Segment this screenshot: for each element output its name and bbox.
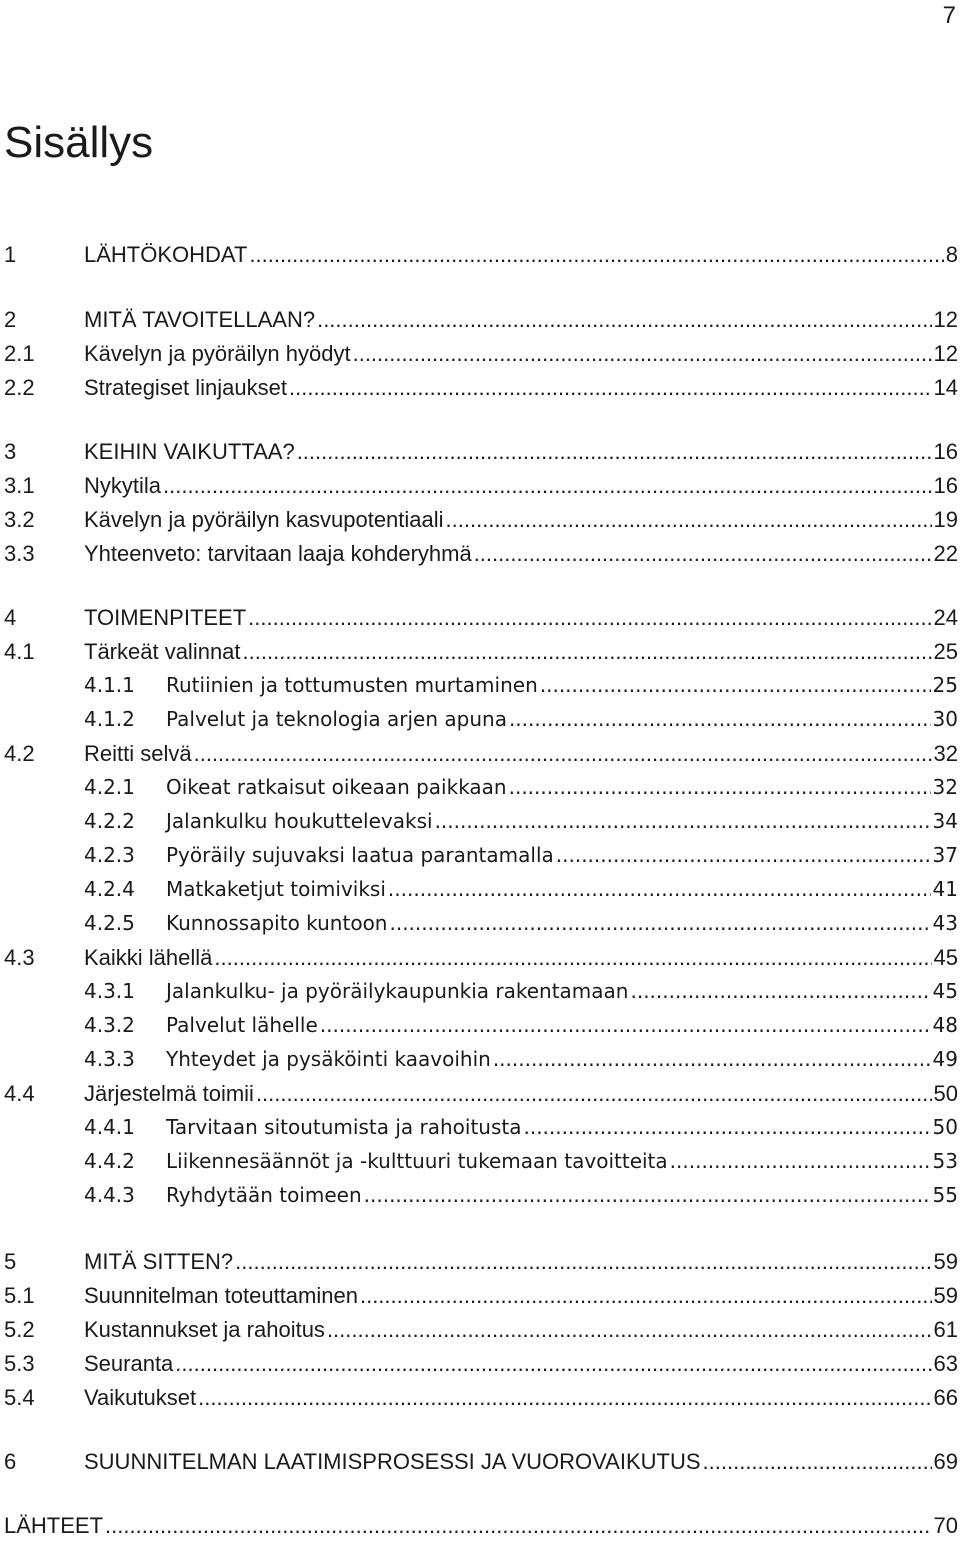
- toc-entry-page: 8: [945, 242, 958, 267]
- dot-leader: [297, 439, 932, 465]
- toc-entry[interactable]: [0, 242, 958, 274]
- toc-entry-number: 4.4.3: [84, 1183, 135, 1207]
- toc-entry-page: 45: [933, 945, 958, 970]
- toc-entry-page: 50: [932, 1115, 958, 1139]
- toc-entry-page: 43: [932, 911, 958, 935]
- toc-entry-page: 41: [932, 877, 958, 901]
- dot-leader: [493, 1047, 931, 1071]
- toc-entry-title: Kaikki lähellä: [84, 945, 213, 970]
- toc-entry-title: LÄHTEET: [4, 1513, 104, 1538]
- toc-entry-title: Kustannukset ja rahoitus: [84, 1317, 325, 1342]
- toc-entry[interactable]: [0, 843, 958, 875]
- toc-entry-number: 4.3.3: [84, 1047, 135, 1071]
- dot-leader: [214, 945, 931, 971]
- toc-entry-page: 25: [932, 673, 958, 697]
- toc-entry-number: 4.2.1: [84, 775, 135, 799]
- toc-entry[interactable]: [0, 945, 958, 977]
- toc-entry-number: 4.2.2: [84, 809, 135, 833]
- toc-entry-number: 4.1.1: [84, 673, 135, 697]
- toc-entry-page: 16: [933, 439, 958, 464]
- toc-entry[interactable]: [0, 877, 958, 909]
- toc-entry[interactable]: [0, 439, 958, 471]
- toc-entry-number: 4.1: [4, 639, 35, 664]
- dot-leader: [320, 1013, 931, 1037]
- dot-leader: [364, 1183, 931, 1207]
- toc-entry[interactable]: [0, 809, 958, 841]
- toc-entry-title: Tarvitaan sitoutumista ja rahoitusta: [166, 1115, 522, 1139]
- dot-leader: [256, 1081, 932, 1107]
- toc-entry-page: 49: [932, 1047, 958, 1071]
- dot-leader: [540, 673, 931, 697]
- toc-entry-title: Yhteydet ja pysäköinti kaavoihin: [166, 1047, 491, 1071]
- dot-leader: [446, 507, 932, 533]
- toc-entry-page: 16: [933, 473, 958, 498]
- toc-entry-number: 4.3.2: [84, 1013, 135, 1037]
- toc-entry[interactable]: [0, 605, 958, 637]
- toc-entry-page: 12: [933, 341, 958, 366]
- toc-entry-page: 37: [932, 843, 958, 867]
- toc-entry-title: Rutiinien ja tottumusten murtaminen: [166, 673, 538, 697]
- toc-entry-title: Nykytila: [84, 473, 162, 498]
- dot-leader: [509, 707, 931, 731]
- toc-entry-page: 70: [933, 1513, 958, 1538]
- toc-entry-title: Oikeat ratkaisut oikeaan paikkaan: [166, 775, 507, 799]
- toc-entry-page: 63: [933, 1351, 958, 1376]
- dot-leader: [194, 741, 932, 767]
- toc-entry-number: 5.1: [4, 1283, 35, 1308]
- toc-entry-number: 4.4.2: [84, 1149, 135, 1173]
- toc-entry[interactable]: [0, 1149, 958, 1181]
- toc-entry[interactable]: [0, 1047, 958, 1079]
- toc-entry-title: Pyöräily sujuvaksi laatua parantamalla: [166, 843, 554, 867]
- toc-entry[interactable]: [0, 979, 958, 1011]
- toc-entry-page: 32: [932, 775, 958, 799]
- toc-entry[interactable]: [0, 1385, 958, 1417]
- toc-entry-page: 14: [933, 375, 958, 400]
- toc-entry-number: 2.1: [4, 341, 35, 366]
- toc-entry-page: 59: [933, 1283, 958, 1308]
- toc-entry[interactable]: [0, 507, 958, 539]
- toc-entry[interactable]: [0, 1249, 958, 1281]
- toc-entry[interactable]: [0, 1013, 958, 1045]
- toc-entry[interactable]: [0, 341, 958, 373]
- toc-entry-number: 4.2.5: [84, 911, 135, 935]
- toc-entry-number: 4.2: [4, 741, 35, 766]
- toc-entry[interactable]: [0, 1183, 958, 1215]
- toc-entry[interactable]: [0, 1115, 958, 1147]
- dot-leader: [360, 1283, 932, 1309]
- toc-entry-title: Palvelut lähelle: [166, 1013, 318, 1037]
- dot-leader: [435, 809, 931, 833]
- page-title: Sisällys: [4, 118, 154, 167]
- dot-leader: [235, 1249, 931, 1275]
- toc-entry[interactable]: [0, 473, 958, 505]
- toc-entry-title: KEIHIN VAIKUTTAA?: [84, 439, 295, 464]
- dot-leader: [317, 307, 931, 333]
- toc-entry-page: 32: [933, 741, 958, 766]
- toc-entry-title: Jalankulku- ja pyöräilykaupunkia rakentamaan: [166, 979, 629, 1003]
- toc-entry-title: TOIMENPITEET: [84, 605, 247, 630]
- dot-leader: [556, 843, 931, 867]
- toc-entry[interactable]: [0, 541, 958, 573]
- toc-entry-page: 48: [932, 1013, 958, 1037]
- toc-entry[interactable]: [0, 307, 958, 339]
- toc-entry[interactable]: [0, 639, 958, 671]
- toc-entry-page: 50: [933, 1081, 958, 1106]
- toc-entry-number: 5: [4, 1249, 17, 1274]
- dot-leader: [249, 242, 943, 268]
- toc-entry-title: Palvelut ja teknologia arjen apuna: [166, 707, 507, 731]
- dot-leader: [163, 473, 932, 499]
- toc-entry-title: Seuranta: [84, 1351, 174, 1376]
- toc-entry-number: 3.2: [4, 507, 35, 532]
- toc-entry-title: Matkaketjut toimiviksi: [166, 877, 386, 901]
- toc-entry[interactable]: [0, 1351, 958, 1383]
- toc-entry-number: 4.4.1: [84, 1115, 135, 1139]
- dot-leader: [289, 375, 932, 401]
- toc-entry-title: Järjestelmä toimii: [84, 1081, 254, 1106]
- toc-entry-title: Kunnossapito kuntoon: [166, 911, 388, 935]
- dot-leader: [703, 1449, 932, 1475]
- toc-entry[interactable]: [0, 375, 958, 407]
- toc-entry-number: 2: [4, 307, 17, 332]
- toc-entry[interactable]: [0, 775, 958, 807]
- dot-leader: [523, 1115, 930, 1139]
- toc-entry-page: 22: [933, 541, 958, 566]
- toc-entry-page: 30: [932, 707, 958, 731]
- dot-leader: [105, 1513, 931, 1539]
- toc-entry-page: 69: [933, 1449, 958, 1474]
- dot-leader: [175, 1351, 931, 1377]
- dot-leader: [670, 1149, 931, 1173]
- toc-entry[interactable]: [0, 1513, 958, 1545]
- toc-entry-page: 66: [933, 1385, 958, 1410]
- toc-entry-page: 53: [932, 1149, 958, 1173]
- toc-entry-number: 5.3: [4, 1351, 35, 1376]
- dot-leader: [248, 605, 931, 631]
- toc-entry-number: 4.2.4: [84, 877, 135, 901]
- dot-leader: [353, 341, 932, 367]
- toc-entry-number: 4.3.1: [84, 979, 135, 1003]
- toc-entry-title: Kävelyn ja pyöräilyn hyödyt: [84, 341, 351, 366]
- toc-entry-title: Reitti selvä: [84, 741, 192, 766]
- dot-leader: [243, 639, 932, 665]
- toc-entry-number: 3.1: [4, 473, 35, 498]
- toc-entry-number: 3.3: [4, 541, 35, 566]
- toc-entry-number: 4: [4, 605, 17, 630]
- toc-entry-title: Suunnitelman toteuttaminen: [84, 1283, 358, 1308]
- toc-entry-title: Kävelyn ja pyöräilyn kasvupotentiaali: [84, 507, 444, 532]
- toc-entry-page: 55: [932, 1183, 958, 1207]
- dot-leader: [327, 1317, 932, 1343]
- toc-entry[interactable]: [0, 911, 958, 943]
- toc-entry[interactable]: [0, 1317, 958, 1349]
- toc-entry[interactable]: [0, 707, 958, 739]
- dot-leader: [474, 541, 932, 567]
- toc-entry[interactable]: [0, 1081, 958, 1113]
- dot-leader: [389, 911, 930, 935]
- toc-entry[interactable]: [0, 673, 958, 705]
- toc-entry-title: MITÄ TAVOITELLAAN?: [84, 307, 316, 332]
- toc-entry-page: 45: [932, 979, 958, 1003]
- toc-entry-number: 1: [4, 242, 17, 267]
- toc-entry-page: 34: [932, 809, 958, 833]
- toc-entry[interactable]: [0, 741, 958, 773]
- toc-entry-page: 24: [933, 605, 958, 630]
- toc-entry-title: Tärkeät valinnat: [84, 639, 241, 664]
- toc-entry-title: Jalankulku houkuttelevaksi: [166, 809, 433, 833]
- toc-entry-title: Liikennesäännöt ja -kulttuuri tukemaan tavoitteita: [166, 1149, 668, 1173]
- toc-entry-number: 3: [4, 439, 17, 464]
- toc-entry-page: 59: [933, 1249, 958, 1274]
- toc-entry-title: MITÄ SITTEN?: [84, 1249, 234, 1274]
- toc-entry-number: 6: [4, 1449, 17, 1474]
- dot-leader: [388, 877, 931, 901]
- toc-entry[interactable]: [0, 1283, 958, 1315]
- toc-entry-page: 19: [933, 507, 958, 532]
- dot-leader: [630, 979, 930, 1003]
- dot-leader: [509, 775, 931, 799]
- toc-entry-number: 5.4: [4, 1385, 35, 1410]
- toc-entry-number: 4.3: [4, 945, 35, 970]
- toc-entry-page: 61: [933, 1317, 958, 1342]
- toc-entry-title: Ryhdytään toimeen: [166, 1183, 362, 1207]
- toc-entry-title: Vaikutukset: [84, 1385, 197, 1410]
- toc-entry-number: 4.4: [4, 1081, 35, 1106]
- toc-entry-title: Strategiset linjaukset: [84, 375, 287, 400]
- page-number: 7: [942, 2, 956, 29]
- toc-entry-page: 12: [933, 307, 958, 332]
- toc-entry-number: 4.1.2: [84, 707, 135, 731]
- toc-entry-number: 4.2.3: [84, 843, 135, 867]
- dot-leader: [198, 1385, 931, 1411]
- toc-entry-title: SUUNNITELMAN LAATIMISPROSESSI JA VUOROVAIKUTUS: [84, 1449, 701, 1474]
- toc-entry-number: 5.2: [4, 1317, 35, 1342]
- toc-entry-title: LÄHTÖKOHDAT: [84, 242, 248, 267]
- toc-entry-page: 25: [933, 639, 958, 664]
- toc-entry[interactable]: [0, 1449, 958, 1481]
- toc-entry-title: Yhteenveto: tarvitaan laaja kohderyhmä: [84, 541, 472, 566]
- toc-entry-number: 2.2: [4, 375, 35, 400]
